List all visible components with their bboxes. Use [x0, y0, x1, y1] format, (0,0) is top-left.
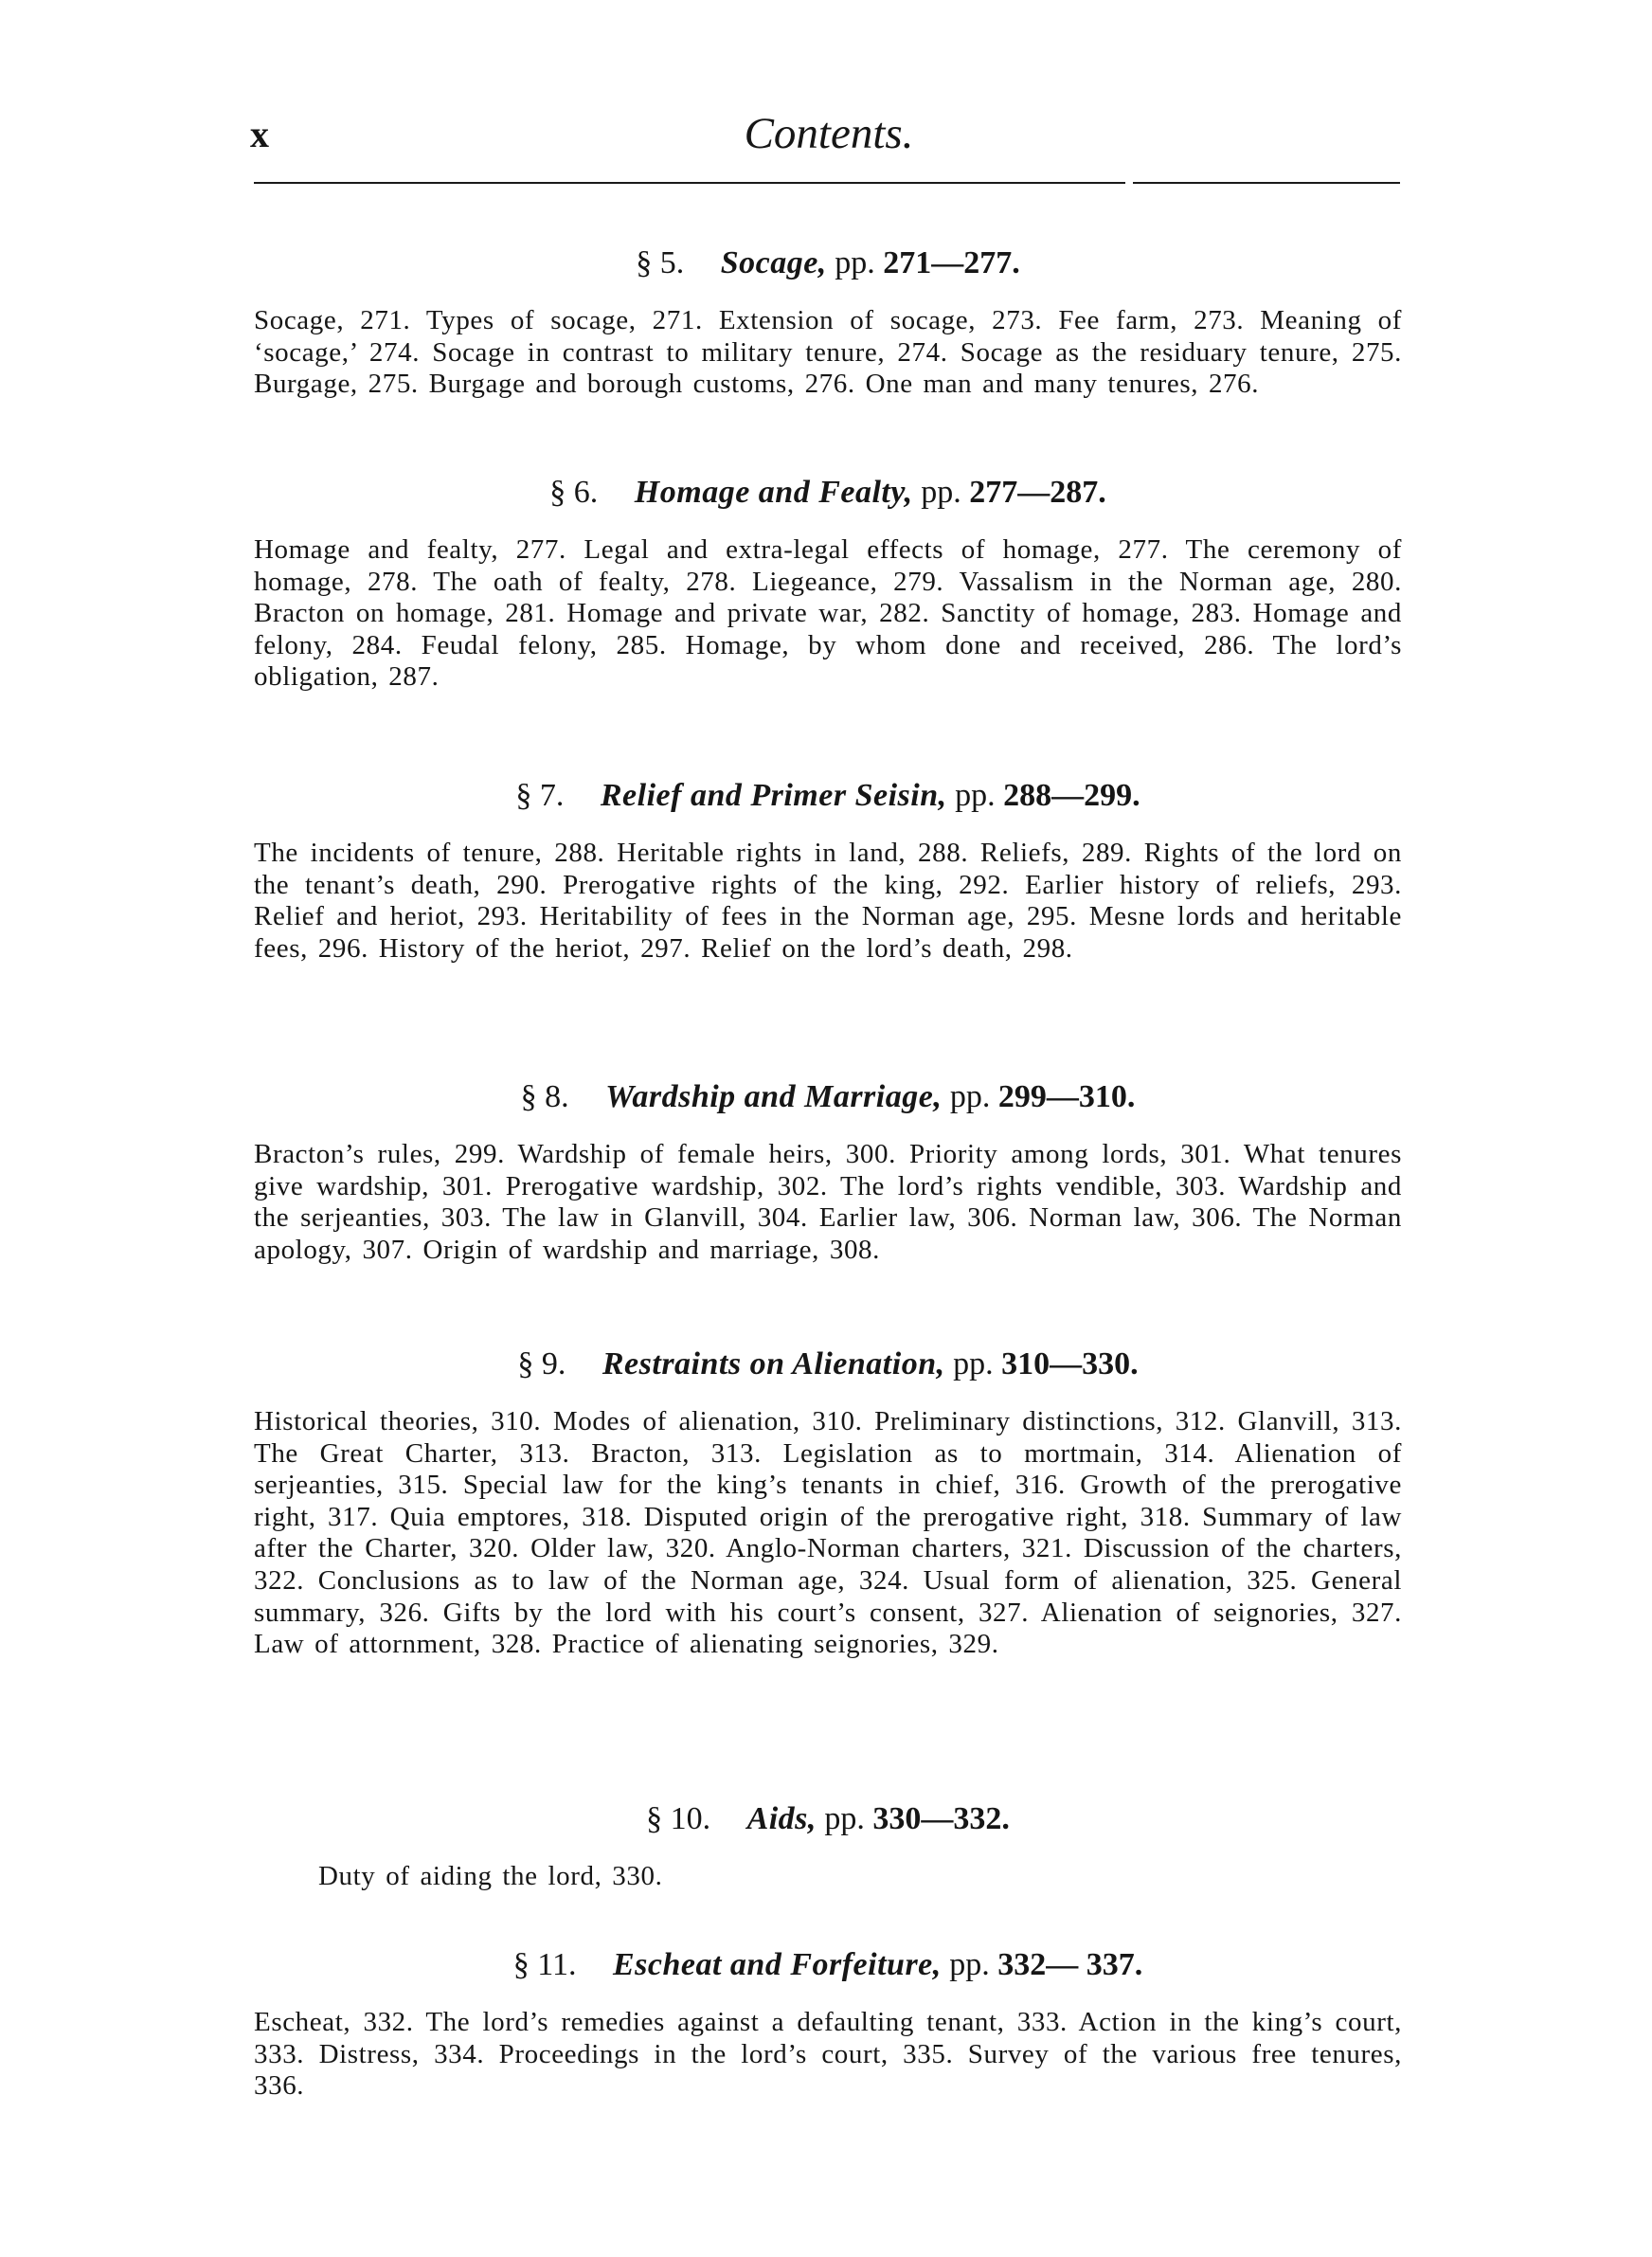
section-mark: § 11.: [512, 1947, 577, 1982]
pages-prefix: pp.: [955, 778, 996, 813]
section-title: Aids,: [746, 1801, 817, 1836]
section-title: Escheat and Forfeiture,: [612, 1947, 942, 1982]
contents-section: [254, 1800, 1402, 1893]
section-mark: § 10.: [646, 1801, 711, 1836]
section-mark: § 9.: [517, 1346, 566, 1381]
section-summary: Escheat, 332. The lord’s remedies against a defaulting tenant, 333. Action in the king’s court, 333. Distress, 334. Proceedings in the lord’s court, 335. Survey of the various free tenures, 336.: [254, 2007, 1402, 2102]
section-heading: [254, 244, 1402, 282]
contents-section: [254, 1946, 1402, 2103]
section-summary: Historical theories, 310. Modes of alienation, 310. Preliminary distinctions, 312. Glanvill, 313. The Great Charter, 313. Bracton, 313. Legislation as to mortmain, 314. Alienation of serjeanties, 315. Special law for the king’s tenants in chief, 316. Growth of the prerogative right, 317. Quia emptores, 318. Disputed origin of the prerogative right, 318. Summary of law after the Charter, 320. Older law, 320. Anglo-Norman charters, 321. Discussion of the charters, 322. Conclusions as to law of the Norman age, 324. Usual form of alienation, 325. General summary, 326. Gifts by the lord with his court’s consent, 327. Alienation of seignories, 327. Law of attornment, 328. Practice of alienating seignories, 329.: [254, 1406, 1402, 1660]
pages-prefix: pp.: [824, 1801, 865, 1836]
section-heading: [254, 474, 1402, 512]
section-title: Restraints on Alienation,: [602, 1346, 945, 1381]
contents-section: [254, 777, 1402, 965]
pages-prefix: pp.: [949, 1079, 991, 1114]
section-summary: The incidents of tenure, 288. Heritable rights in land, 288. Reliefs, 289. Rights of the lord on the tenant’s death, 290. Prerogative rights of the king, 292. Earlier history of reliefs, 293. Relief and heriot, 293. Heritability of fees in the Norman age, 295. Mesne lords and heritable fees, 296. History of the heriot, 297. Relief on the lord’s death, 298.: [254, 838, 1402, 964]
page-range: 330—332.: [872, 1801, 1010, 1836]
section-heading: [254, 1345, 1402, 1383]
section-title: Homage and Fealty,: [634, 475, 913, 510]
page-range: 332— 337.: [997, 1947, 1143, 1982]
section-summary: Socage, 271. Types of socage, 271. Extension of socage, 273. Fee farm, 273. Meaning of ‘socage,’ 274. Socage in contrast to military tenure, 274. Socage as the residuary tenure, 275. Burgage, 275. Burgage and borough customs, 276. One man and many tenures, 276.: [254, 305, 1402, 400]
pages-prefix: pp.: [835, 245, 875, 280]
header-rule: [254, 182, 1125, 184]
section-heading: [254, 777, 1402, 815]
pages-prefix: pp.: [953, 1346, 994, 1381]
pages-prefix: pp.: [949, 1947, 990, 1982]
contents-section: [254, 1078, 1402, 1266]
section-heading: [254, 1078, 1402, 1116]
section-mark: § 8.: [520, 1079, 569, 1114]
section-title: Socage,: [720, 245, 827, 280]
header-rule: [1133, 182, 1400, 184]
section-title: Relief and Primer Seisin,: [600, 778, 947, 813]
pages-prefix: pp.: [921, 475, 961, 510]
section-mark: § 6.: [549, 475, 599, 510]
contents-section: [254, 474, 1402, 694]
page-range: 310—330.: [1001, 1346, 1139, 1381]
section-title: Wardship and Marriage,: [605, 1079, 943, 1114]
section-mark: § 7.: [515, 778, 565, 813]
section-summary: Homage and fealty, 277. Legal and extra-legal effects of homage, 277. The ceremony of homage, 278. The oath of fealty, 278. Liegeance, 279. Vassalism in the Norman age, 280. Bracton on homage, 281. Homage and private war, 282. Sanctity of homage, 283. Homage and felony, 284. Feudal felony, 285. Homage, by whom done and received, 286. The lord’s obligation, 287.: [254, 534, 1402, 693]
contents-section: [254, 244, 1402, 401]
page-range: 288—299.: [1003, 778, 1140, 813]
section-heading: [254, 1946, 1402, 1984]
page-number: x: [250, 113, 270, 155]
page-range: 271—277.: [883, 245, 1020, 280]
section-summary: Bracton’s rules, 299. Wardship of female heirs, 300. Priority among lords, 301. What tenures give wardship, 301. Prerogative wardship, 302. The lord’s rights vendible, 303. Wardship and the serjeanties, 303. The law in Glanvill, 304. Earlier law, 306. Norman law, 306. The Norman apology, 307. Origin of wardship and marriage, 308.: [254, 1139, 1402, 1265]
contents-section: [254, 1345, 1402, 1661]
page-range: 299—310.: [997, 1079, 1136, 1114]
section-summary: Duty of aiding the lord, 330.: [318, 1861, 663, 1891]
page-range: 277—287.: [969, 475, 1106, 510]
section-heading: [254, 1800, 1402, 1838]
running-title: Contents.: [744, 109, 914, 158]
section-mark: § 5.: [636, 245, 685, 280]
page-header: [246, 109, 1411, 174]
